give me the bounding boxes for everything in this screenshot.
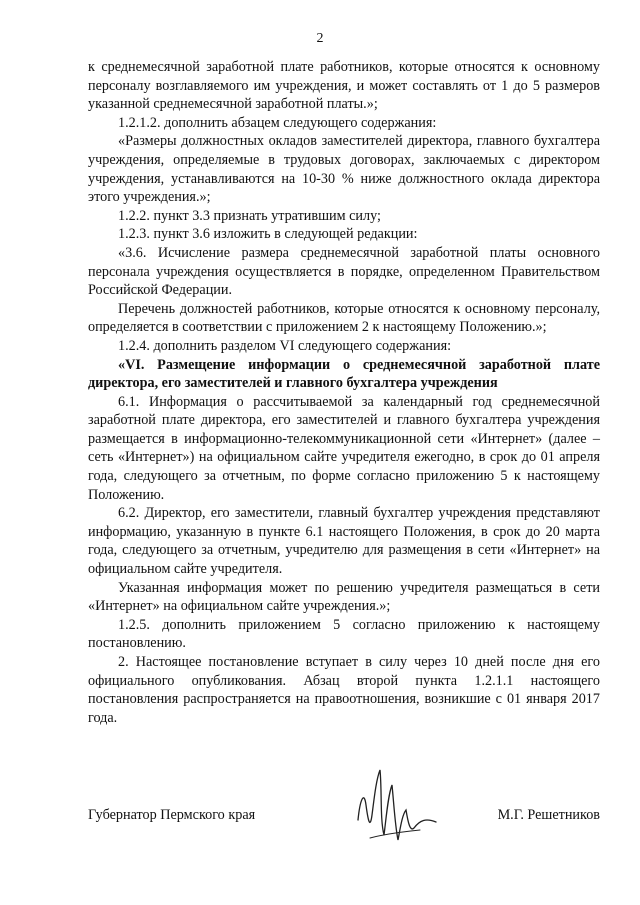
section-heading: «VI. Размещение информации о среднемесячной заработной плате директора, его заместителей и главного бухгалтера учреждения (88, 356, 600, 392)
paragraph: «3.6. Исчисление размера среднемесячной заработной платы основного персонала учреждения осуществляется в порядке, определенном Правительством Российской Федерации. (88, 244, 600, 299)
signer-name: М.Г. Решетников (497, 807, 600, 823)
paragraph: 6.2. Директор, его заместители, главный бухгалтер учреждения представляют информацию, указанную в пункте 6.1 настоящего Положения, в срок до 20 марта года, следующего за отчетным, учредителю для размещения в сети «Интернет» на официальном сайте учредителя. (88, 505, 600, 578)
paragraph: Указанная информация может по решению учредителя размещаться в сети «Интернет» на официальном сайте учреждения.»; (88, 579, 600, 615)
paragraph: Перечень должностей работников, которые относятся к основному персоналу, определяется в соответствии с приложением 2 к настоящему Положению.»; (88, 300, 600, 336)
document-body (88, 58, 600, 727)
paragraph: 6.1. Информация о рассчитываемой за календарный год среднемесячной заработной плате директора, его заместителей и главного бухгалтера учреждения размещается в информационно-телекоммуникационной сети «Интернет» (далее – сеть «Интернет») на официальном сайте учредителя ежегодно, в срок до 01 апреля года, следующего за отчетным, по форме согласно приложению 5 к настоящему Положению. (88, 393, 600, 503)
signature-block (88, 806, 600, 866)
signer-position: Губернатор Пермского края (88, 807, 256, 823)
paragraph: 1.2.2. пункт 3.3 признать утратившим силу; (118, 207, 381, 224)
paragraph: 1.2.3. пункт 3.6 изложить в следующей редакции: (118, 226, 418, 243)
paragraph: 1.2.4. дополнить разделом VI следующего содержания: (118, 337, 452, 354)
paragraph: 1.2.1.2. дополнить абзацем следующего содержания: (118, 114, 437, 131)
page-number: 2 (316, 31, 324, 46)
paragraph: 2. Настоящее постановление вступает в силу через 10 дней после дня его официального опубликования. Абзац второй пункта 1.2.1.1 настоящего постановления распространяется на правоотношения, возникшие с 01 января 2017 года. (88, 654, 600, 726)
paragraph: 1.2.5. дополнить приложением 5 согласно приложению к настоящему постановлению. (88, 616, 600, 652)
paragraph: к среднемесячной заработной плате работников, которые относятся к основному персоналу возглавляемого им учреждения, и может составлять от 1 до 5 размеров указанной среднемесячной заработной платы.»; (88, 59, 600, 113)
paragraph: «Размеры должностных окладов заместителей директора, главного бухгалтера учреждения, определяемые в трудовых договорах, заключаемых с директором учреждения, устанавливаются на 10-30 % ниже должностного оклада директора этого учреждения.»; (88, 133, 600, 206)
